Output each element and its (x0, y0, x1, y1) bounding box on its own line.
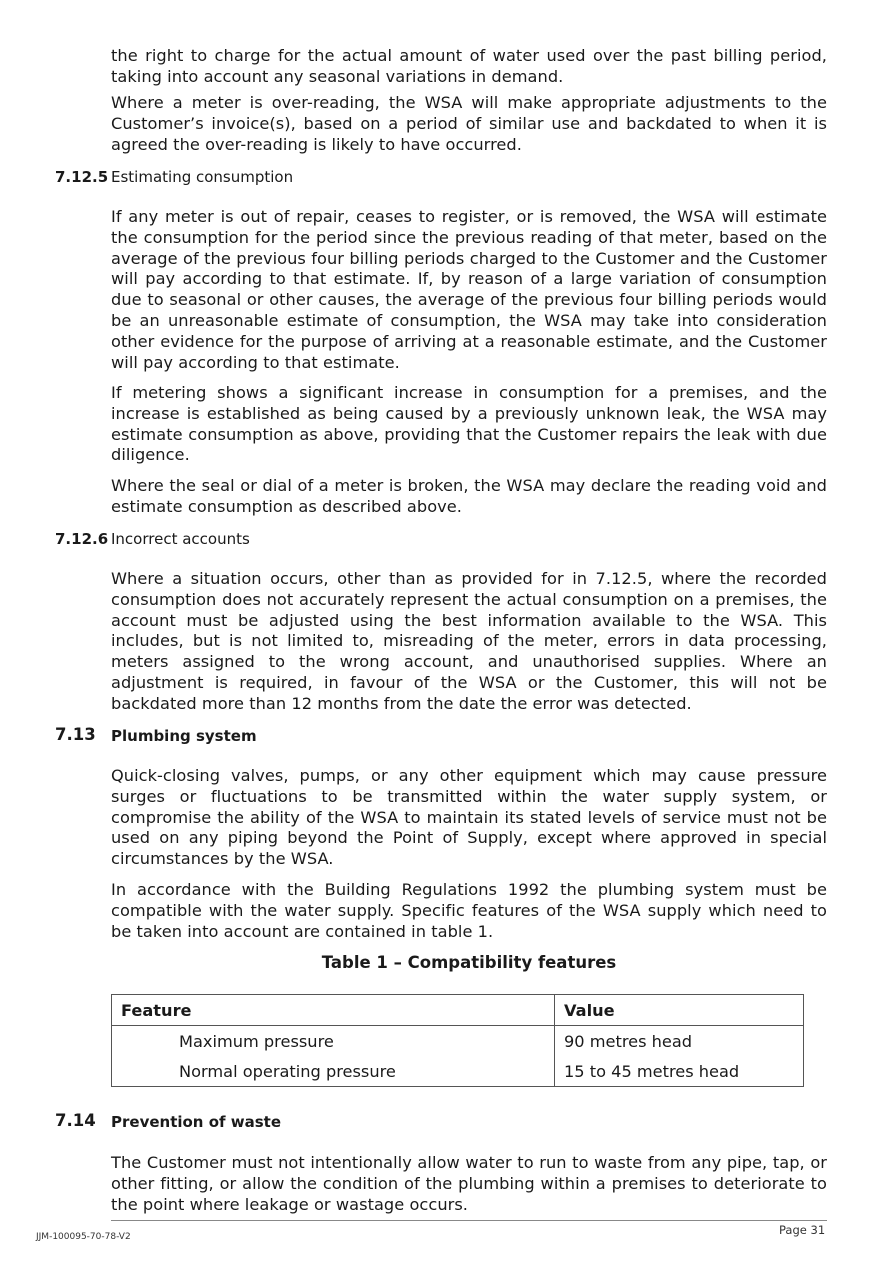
paragraph-incorrect-accounts: Where a situation occurs, other than as provided for in 7.12.5, where the recorded consumption does not accurately represent the actual consumption on a premises, the account must be adjusted using the best information available to the WSA. This includes, but is not limited to, misreading of the meter, errors in data processing, meters assigned to the wrong account, and unauthorised supplies. Where an adjustment is required, in favour of the WSA or the Customer, this will not be backdated more than 12 months from the date the error was detected. (111, 569, 827, 713)
table-cell-feature: Normal operating pressure (112, 1056, 555, 1087)
table-caption: Table 1 – Compatibility features (321, 953, 617, 972)
table-header-value: Value (555, 995, 804, 1026)
section-number-7-12-6: 7.12.6 (55, 530, 109, 548)
table-header-row (112, 995, 804, 1026)
paragraph-intro-2: Where a meter is over-reading, the WSA will make appropriate adjustments to the Customer’s invoice(s), based on a period of similar use and backdated to when it is agreed the over-reading is likely to have occurred. (111, 93, 827, 154)
table-cell-value: 90 metres head (555, 1026, 804, 1057)
paragraph-estimating-1: If any meter is out of repair, ceases to register, or is removed, the WSA will estimate the consumption for the period since the previous reading of that meter, based on the average of the previous four billing periods charged to the Customer and the Customer will pay according to that estimate. If, by reason of a large variation of consumption due to seasonal or other causes, the average of the previous four billing periods would be an unreasonable estimate of consumption, the WSA may take into consideration other evidence for the purpose of arriving at a reasonable estimate, and the Customer will pay according to that estimate. (111, 207, 827, 372)
paragraph-plumbing-2: In accordance with the Building Regulations 1992 the plumbing system must be compatible with the water supply. Specific features of the WSA supply which need to be taken into account are contained in table 1. (111, 880, 827, 941)
compatibility-table (111, 994, 804, 1087)
footer-divider (111, 1220, 827, 1221)
section-title-incorrect-accounts: Incorrect accounts (111, 530, 250, 548)
paragraph-estimating-2: If metering shows a significant increase in consumption for a premises, and the increase is established as being caused by a previously unknown leak, the WSA may estimate consumption as above, providing that the Customer repairs the leak with due diligence. (111, 383, 827, 465)
section-number-7-13: 7.13 (55, 725, 96, 744)
paragraph-prevention-of-waste: The Customer must not intentionally allow water to run to waste from any pipe, tap, or other fitting, or allow the condition of the plumbing within a premises to deteriorate to the point where leakage or wastage occurs. (111, 1153, 827, 1214)
table-row (112, 1026, 804, 1057)
paragraph-estimating-3: Where the seal or dial of a meter is broken, the WSA may declare the reading void and estimate consumption as described above. (111, 476, 827, 516)
footer-page-number: Page 31 (779, 1223, 826, 1237)
paragraph-intro-1: the right to charge for the actual amount of water used over the past billing period, taking into account any seasonal variations in demand. (111, 46, 827, 86)
table-header-feature: Feature (112, 995, 555, 1026)
table-cell-value: 15 to 45 metres head (555, 1056, 804, 1087)
section-number-7-12-5: 7.12.5 (55, 168, 109, 186)
section-title-estimating-consumption: Estimating consumption (111, 168, 294, 186)
section-title-prevention-of-waste: Prevention of waste (111, 1113, 282, 1131)
paragraph-plumbing-1: Quick-closing valves, pumps, or any other equipment which may cause pressure surges or fluctuations to be transmitted within the water supply system, or compromise the ability of the WSA to maintain its stated levels of service must not be used on any piping beyond the Point of Supply, except where approved in special circumstances by the WSA. (111, 766, 827, 869)
section-number-7-14: 7.14 (55, 1111, 96, 1130)
footer-document-id: JJM-100095-70-78-V2 (36, 1232, 131, 1242)
section-title-plumbing-system: Plumbing system (111, 727, 257, 745)
table-row (112, 1056, 804, 1087)
table-cell-feature: Maximum pressure (112, 1026, 555, 1057)
